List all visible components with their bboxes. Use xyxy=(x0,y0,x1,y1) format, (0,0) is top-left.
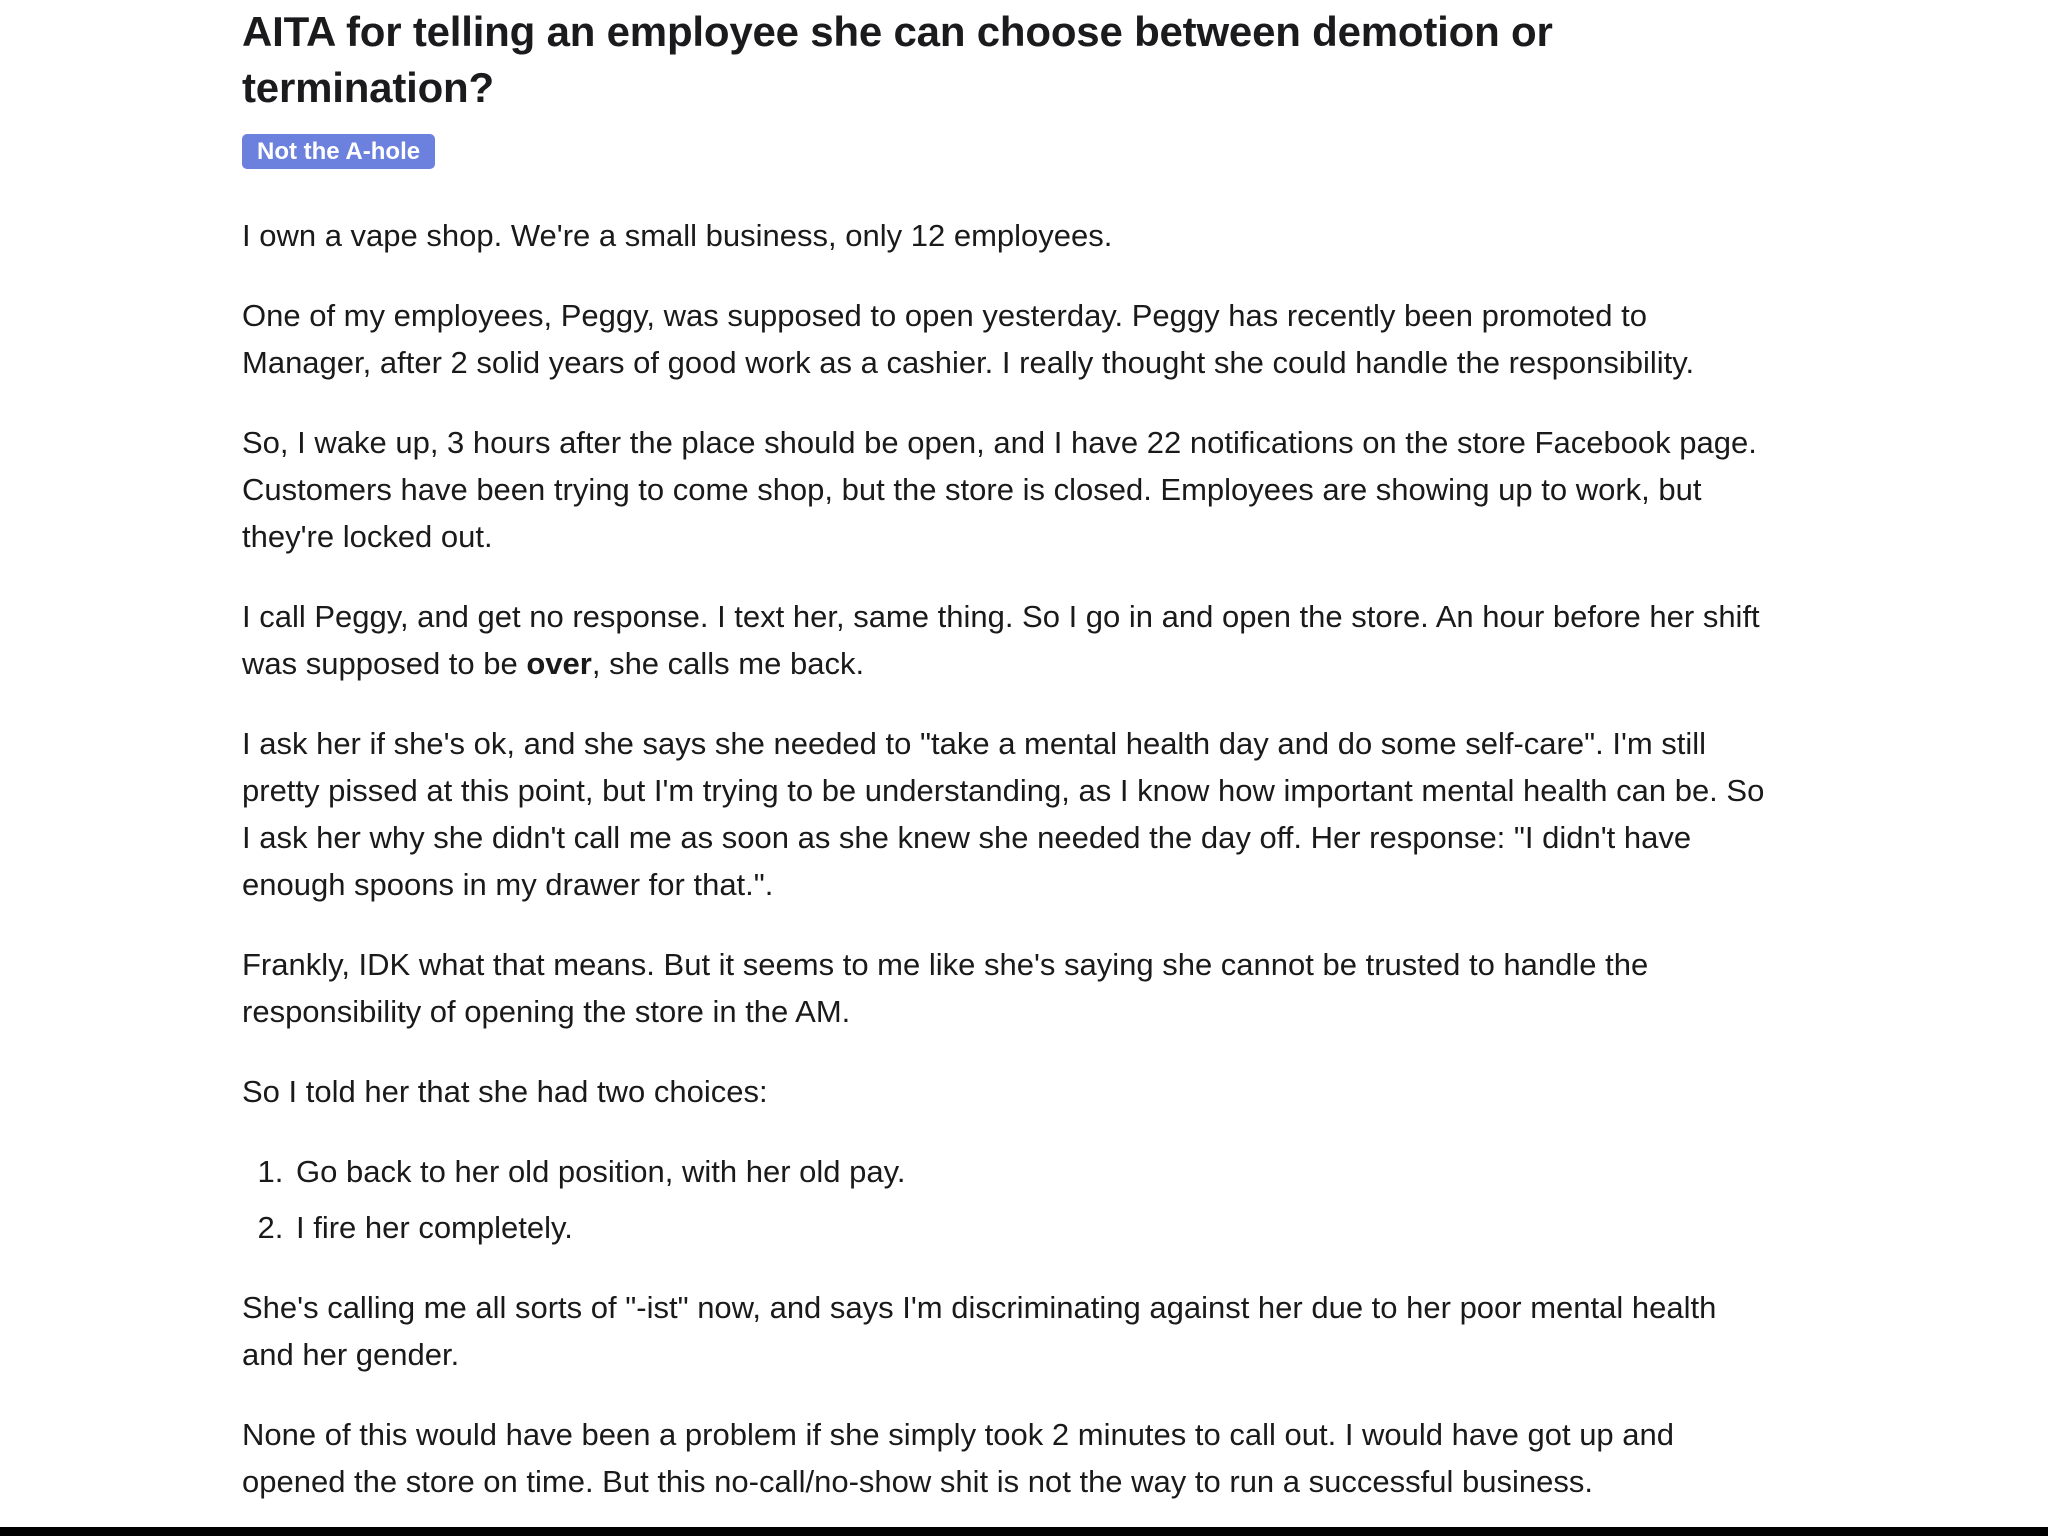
choices-list-item-1: 1. Go back to her old position, with her old pay. xyxy=(292,1148,1776,1195)
bottom-bar xyxy=(0,1527,2048,1536)
post-paragraph-9: None of this would have been a problem if she simply took 2 minutes to call out. I would have got up and opened the store on time. But this no-call/no-show shit is not the way to run a successful business. xyxy=(242,1417,1675,1499)
post-title: AITA for telling an employee she can choose between demotion or termination? xyxy=(242,8,1553,111)
post-content xyxy=(242,0,1776,1536)
choices-list-item-2: 2. I fire her completely. xyxy=(292,1204,1776,1251)
paragraph-4-text-after: , she calls me back. xyxy=(591,646,865,681)
flair-row xyxy=(242,134,1776,169)
post-paragraph-1: I own a vape shop. We're a small business, only 12 employees. xyxy=(242,218,1113,253)
paragraph-4-text-before: I call Peggy, and get no response. I text her, same thing. So I go in and open the store. An hour before her shift was supposed to be xyxy=(242,599,1760,681)
post-body xyxy=(242,212,1776,1505)
choices-list xyxy=(242,1148,1776,1251)
post-paragraph-2: One of my employees, Peggy, was supposed to open yesterday. Peggy has recently been promoted to Manager, after 2 solid years of good work as a cashier. I really thought she could handle the responsibility. xyxy=(242,298,1695,380)
post-paragraph-8: She's calling me all sorts of "-ist" now, and says I'm discriminating against her due to her poor mental health and her gender. xyxy=(242,1290,1717,1372)
paragraph-4-bold-word: over xyxy=(526,646,592,681)
flair-badge[interactable]: Not the A-hole xyxy=(242,134,435,169)
post-paragraph-4 xyxy=(242,593,1776,687)
post-paragraph-7: So I told her that she had two choices: xyxy=(242,1074,768,1109)
post-paragraph-3: So, I wake up, 3 hours after the place should be open, and I have 22 notifications on the store Facebook page. Customers have been trying to come shop, but the store is closed. Employees are showing up to work, but they're locked out. xyxy=(242,425,1757,554)
post-paragraph-6: Frankly, IDK what that means. But it seems to me like she's saying she cannot be trusted to handle the responsibility of opening the store in the AM. xyxy=(242,947,1649,1029)
post-paragraph-5: I ask her if she's ok, and she says she needed to "take a mental health day and do some self-care". I'm still pretty pissed at this point, but I'm trying to be understanding, as I know how important mental health can be. So I ask her why she didn't call me as soon as she knew she needed the day off. Her response: "I didn't have enough spoons in my drawer for that.". xyxy=(242,726,1765,902)
